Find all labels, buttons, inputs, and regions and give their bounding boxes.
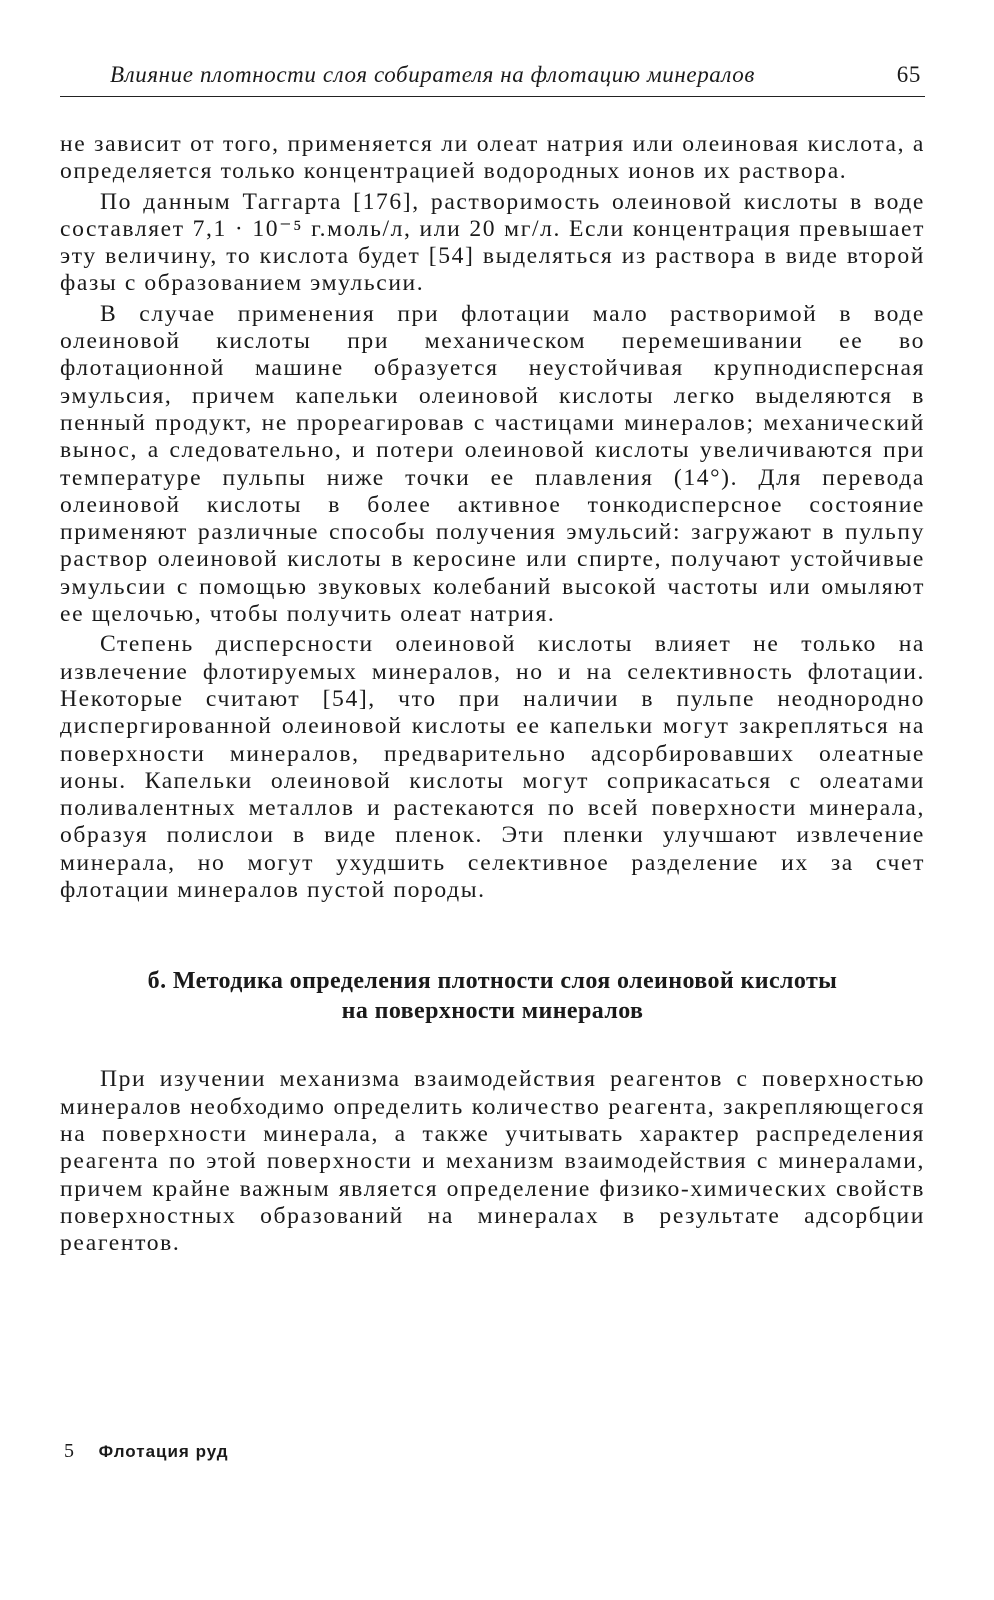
running-title: Влияние плотности слоя собирателя на флотацию минералов [110,62,755,87]
signature-footer [64,1440,229,1463]
page [60,62,925,1257]
section-body [60,1066,925,1257]
paragraph-taggart: По данным Таггарта [176], растворимость олеиновой кислоты в воде составляет 7,1 · 10⁻⁵ г.моль/л, или 20 мг/л. Если концентрация превышает эту величину, то кислота будет [54] выделяться из раствора в виде второй фазы с образованием эмульсии. [60,188,925,297]
body-text [60,131,925,904]
section-heading [60,966,925,1026]
paragraph-emulsion: В случае применения при флотации мало растворимой в воде олеиновой кислоты при механическом перемешивании ее во флотационной машине образуется неустойчивая крупнодисперсная эмульсия, причем капельки олеиновой кислоты легко выделяются в пенный продукт, не прореагировав с частицами минералов; механический вынос, а следовательно, и потери олеиновой кислоты увеличиваются при температуре пульпы ниже точки ее плавления (14°). Для перевода олеиновой кислоты в более активное тонкодисперсное состояние применяют различные способы получения эмульсий: загружают в пульпу раствор олеиновой кислоты в керосине или спирте, получают устойчивые эмульсии с помощью звуковых колебаний высокой частоты или омыляют ее щелочью, чтобы получить олеат натрия. [60,300,925,628]
section-paragraph: При изучении механизма взаимодействия реагентов с поверхностью минералов необходимо определить количество реагента, закрепляющегося на поверхности минерала, а также учитывать характер распределения реагента по этой поверхности и механизм взаимодействия с минералами, причем крайне важным является определение физико-химических свойств поверхностных образований на минералах в результате адсорбции реагентов. [60,1066,925,1257]
running-head [60,62,925,88]
header-rule [60,96,925,97]
section-heading-line-2: на поверхности минералов [341,998,644,1025]
paragraph-dispersion: Степень дисперсности олеиновой кислоты влияет не только на извлечение флотируемых минералов, но и на селективность флотации. Некоторые считают [54], что при наличии в пульпе неоднородно диспергированной олеиновой кислоты ее капельки могут закрепляться на поверхности минералов, предварительно адсорбировавших олеатные ионы. Капельки олеиновой кислоты могут соприкасаться с олеатами поливалентных металлов и растекаются по всей поверхности минерала, образуя полислои в виде пленок. Эти пленки улучшают извлечение минерала, но могут ухудшить селективное разделение их за счет флотации минералов пустой породы. [60,631,925,904]
signature-title: Флотация руд [98,1442,229,1461]
page-number: 65 [896,62,921,87]
section-heading-line-1: б. Методика определения плотности слоя олеиновой кислоты [147,968,838,995]
paragraph-continued: не зависит от того, применяется ли олеат натрия или олеиновая кислота, а определяется только концентрацией водородных ионов их раствора. [60,131,925,185]
signature-number: 5 [64,1440,75,1462]
